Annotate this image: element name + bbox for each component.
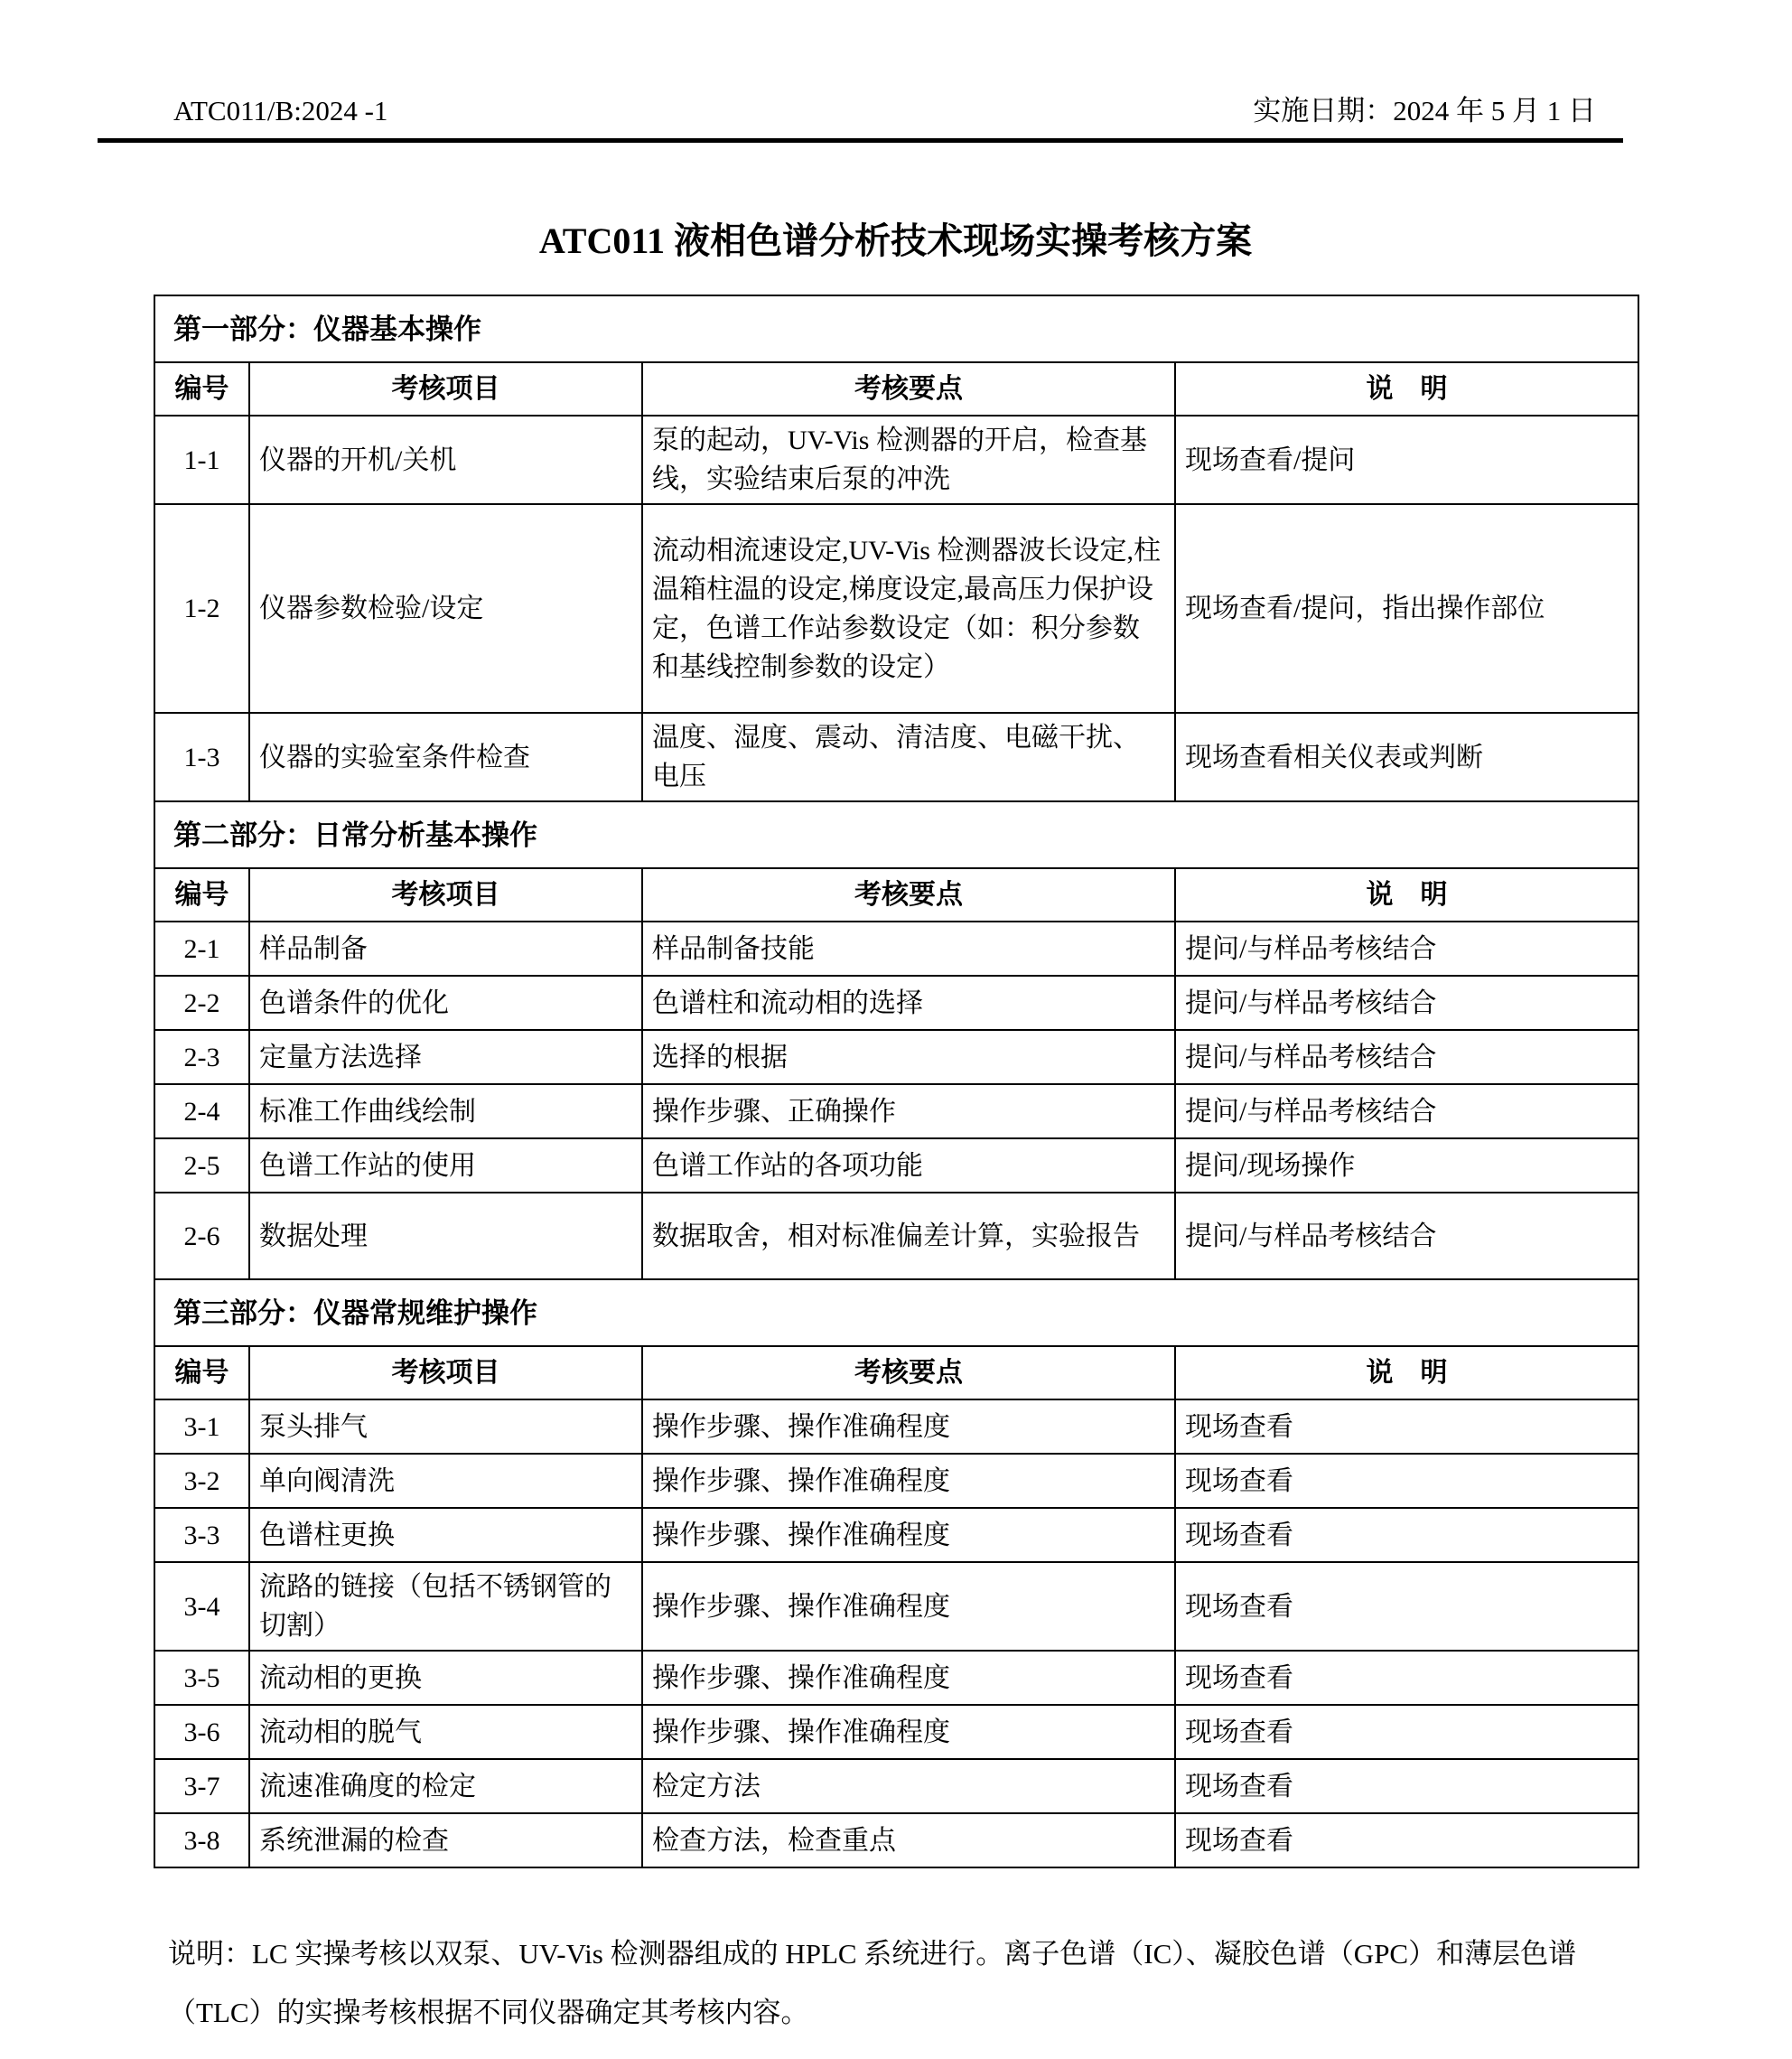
page-title: ATC011 液相色谱分析技术现场实操考核方案 xyxy=(538,220,1253,261)
col-header-id: 编号 xyxy=(154,868,249,922)
row-note: 提问/与样品考核结合 xyxy=(1175,976,1638,1030)
row-note: 现场查看 xyxy=(1175,1813,1638,1867)
row-points: 色谱工作站的各项功能 xyxy=(642,1138,1175,1193)
row-note: 现场查看 xyxy=(1175,1508,1638,1562)
row-item: 流动相的脱气 xyxy=(249,1705,642,1759)
row-id: 3-4 xyxy=(154,1562,249,1651)
assessment-table xyxy=(154,295,1639,1868)
row-points: 操作步骤、操作准确程度 xyxy=(642,1651,1175,1705)
section-heading-row xyxy=(154,801,1638,868)
row-item: 色谱工作站的使用 xyxy=(249,1138,642,1193)
row-item: 泵头排气 xyxy=(249,1399,642,1454)
col-header-id: 编号 xyxy=(154,362,249,416)
row-id: 1-3 xyxy=(154,713,249,801)
header-rule xyxy=(98,138,1623,143)
row-item: 流动相的更换 xyxy=(249,1651,642,1705)
col-header-points: 考核要点 xyxy=(642,1346,1175,1399)
row-note: 提问/现场操作 xyxy=(1175,1138,1638,1193)
row-id: 2-4 xyxy=(154,1084,249,1138)
table-row xyxy=(154,1813,1638,1867)
row-note: 提问/与样品考核结合 xyxy=(1175,1084,1638,1138)
row-note: 现场查看 xyxy=(1175,1454,1638,1508)
row-points: 检查方法，检查重点 xyxy=(642,1813,1175,1867)
table-row xyxy=(154,1193,1638,1279)
row-id: 3-6 xyxy=(154,1705,249,1759)
table-row xyxy=(154,713,1638,801)
row-id: 3-3 xyxy=(154,1508,249,1562)
row-id: 2-3 xyxy=(154,1030,249,1084)
section-heading-row xyxy=(154,1279,1638,1346)
row-note: 现场查看 xyxy=(1175,1399,1638,1454)
table-row xyxy=(154,1030,1638,1084)
table-row xyxy=(154,1138,1638,1193)
row-item: 样品制备 xyxy=(249,922,642,976)
row-id: 2-1 xyxy=(154,922,249,976)
table-row xyxy=(154,1084,1638,1138)
section-2-heading: 第二部分：日常分析基本操作 xyxy=(154,801,1638,868)
col-header-points: 考核要点 xyxy=(642,868,1175,922)
row-id: 2-5 xyxy=(154,1138,249,1193)
row-points: 操作步骤、操作准确程度 xyxy=(642,1454,1175,1508)
row-points: 操作步骤、操作准确程度 xyxy=(642,1705,1175,1759)
row-item: 仪器的实验室条件检查 xyxy=(249,713,642,801)
row-note: 现场查看 xyxy=(1175,1759,1638,1813)
section-heading-row xyxy=(154,295,1638,362)
col-header-item: 考核项目 xyxy=(249,1346,642,1399)
doc-code: ATC011/B:2024 -1 xyxy=(173,95,388,126)
col-header-item: 考核项目 xyxy=(249,868,642,922)
row-points: 流动相流速设定,UV-Vis 检测器波长设定,柱温箱柱温的设定,梯度设定,最高压力保护设定，色谱工作站参数设定（如：积分参数和基线控制参数的设定） xyxy=(642,504,1175,713)
table-row xyxy=(154,1454,1638,1508)
col-header-item: 考核项目 xyxy=(249,362,642,416)
column-header-row xyxy=(154,362,1638,416)
row-item: 定量方法选择 xyxy=(249,1030,642,1084)
table-row xyxy=(154,1651,1638,1705)
row-points: 操作步骤、操作准确程度 xyxy=(642,1508,1175,1562)
row-id: 3-8 xyxy=(154,1813,249,1867)
row-id: 3-7 xyxy=(154,1759,249,1813)
table-row xyxy=(154,922,1638,976)
row-id: 3-2 xyxy=(154,1454,249,1508)
col-header-note: 说 明 xyxy=(1175,362,1638,416)
row-note: 现场查看 xyxy=(1175,1651,1638,1705)
row-points: 温度、湿度、震动、清洁度、电磁干扰、电压 xyxy=(642,713,1175,801)
row-note: 现场查看相关仪表或判断 xyxy=(1175,713,1638,801)
row-note: 现场查看/提问 xyxy=(1175,416,1638,504)
row-points: 数据取舍，相对标准偏差计算，实验报告 xyxy=(642,1193,1175,1279)
table-row xyxy=(154,504,1638,713)
page-header xyxy=(173,0,1596,128)
table-row xyxy=(154,1508,1638,1562)
col-header-id: 编号 xyxy=(154,1346,249,1399)
row-points: 检定方法 xyxy=(642,1759,1175,1813)
table-row xyxy=(154,416,1638,504)
table-row xyxy=(154,1759,1638,1813)
row-note: 现场查看 xyxy=(1175,1705,1638,1759)
row-points: 泵的起动，UV-Vis 检测器的开启，检查基线，实验结束后泵的冲洗 xyxy=(642,416,1175,504)
row-note: 提问/与样品考核结合 xyxy=(1175,1193,1638,1279)
row-id: 2-2 xyxy=(154,976,249,1030)
footer-note: 说明：LC 实操考核以双泵、UV-Vis 检测器组成的 HPLC 系统进行。离子色谱（IC）、凝胶色谱（GPC）和薄层色谱（TLC）的实操考核根据不同仪器确定其考核内容。 xyxy=(168,1938,1577,2028)
col-header-points: 考核要点 xyxy=(642,362,1175,416)
table-row xyxy=(154,1562,1638,1651)
section-1-heading: 第一部分：仪器基本操作 xyxy=(154,295,1638,362)
implementation-date: 实施日期：2024 年 5 月 1 日 xyxy=(1253,95,1596,126)
row-note: 提问/与样品考核结合 xyxy=(1175,1030,1638,1084)
row-points: 色谱柱和流动相的选择 xyxy=(642,976,1175,1030)
row-points: 选择的根据 xyxy=(642,1030,1175,1084)
col-header-note: 说 明 xyxy=(1175,868,1638,922)
row-note: 现场查看 xyxy=(1175,1562,1638,1651)
row-item: 仪器参数检验/设定 xyxy=(249,504,642,713)
row-points: 操作步骤、正确操作 xyxy=(642,1084,1175,1138)
table-row xyxy=(154,1705,1638,1759)
table-row xyxy=(154,976,1638,1030)
row-item: 色谱条件的优化 xyxy=(249,976,642,1030)
row-item: 数据处理 xyxy=(249,1193,642,1279)
row-note: 现场查看/提问，指出操作部位 xyxy=(1175,504,1638,713)
row-points: 样品制备技能 xyxy=(642,922,1175,976)
row-item: 单向阀清洗 xyxy=(249,1454,642,1508)
row-item: 仪器的开机/关机 xyxy=(249,416,642,504)
section-3-heading: 第三部分：仪器常规维护操作 xyxy=(154,1279,1638,1346)
row-id: 2-6 xyxy=(154,1193,249,1279)
table-row xyxy=(154,1399,1638,1454)
column-header-row xyxy=(154,868,1638,922)
row-points: 操作步骤、操作准确程度 xyxy=(642,1562,1175,1651)
row-id: 3-5 xyxy=(154,1651,249,1705)
row-item: 流速准确度的检定 xyxy=(249,1759,642,1813)
column-header-row xyxy=(154,1346,1638,1399)
row-item: 色谱柱更换 xyxy=(249,1508,642,1562)
row-item: 系统泄漏的检查 xyxy=(249,1813,642,1867)
row-item: 标准工作曲线绘制 xyxy=(249,1084,642,1138)
col-header-note: 说 明 xyxy=(1175,1346,1638,1399)
row-item: 流路的链接（包括不锈钢管的切割） xyxy=(249,1562,642,1651)
row-id: 1-1 xyxy=(154,416,249,504)
row-id: 1-2 xyxy=(154,504,249,713)
row-id: 3-1 xyxy=(154,1399,249,1454)
row-points: 操作步骤、操作准确程度 xyxy=(642,1399,1175,1454)
row-note: 提问/与样品考核结合 xyxy=(1175,922,1638,976)
